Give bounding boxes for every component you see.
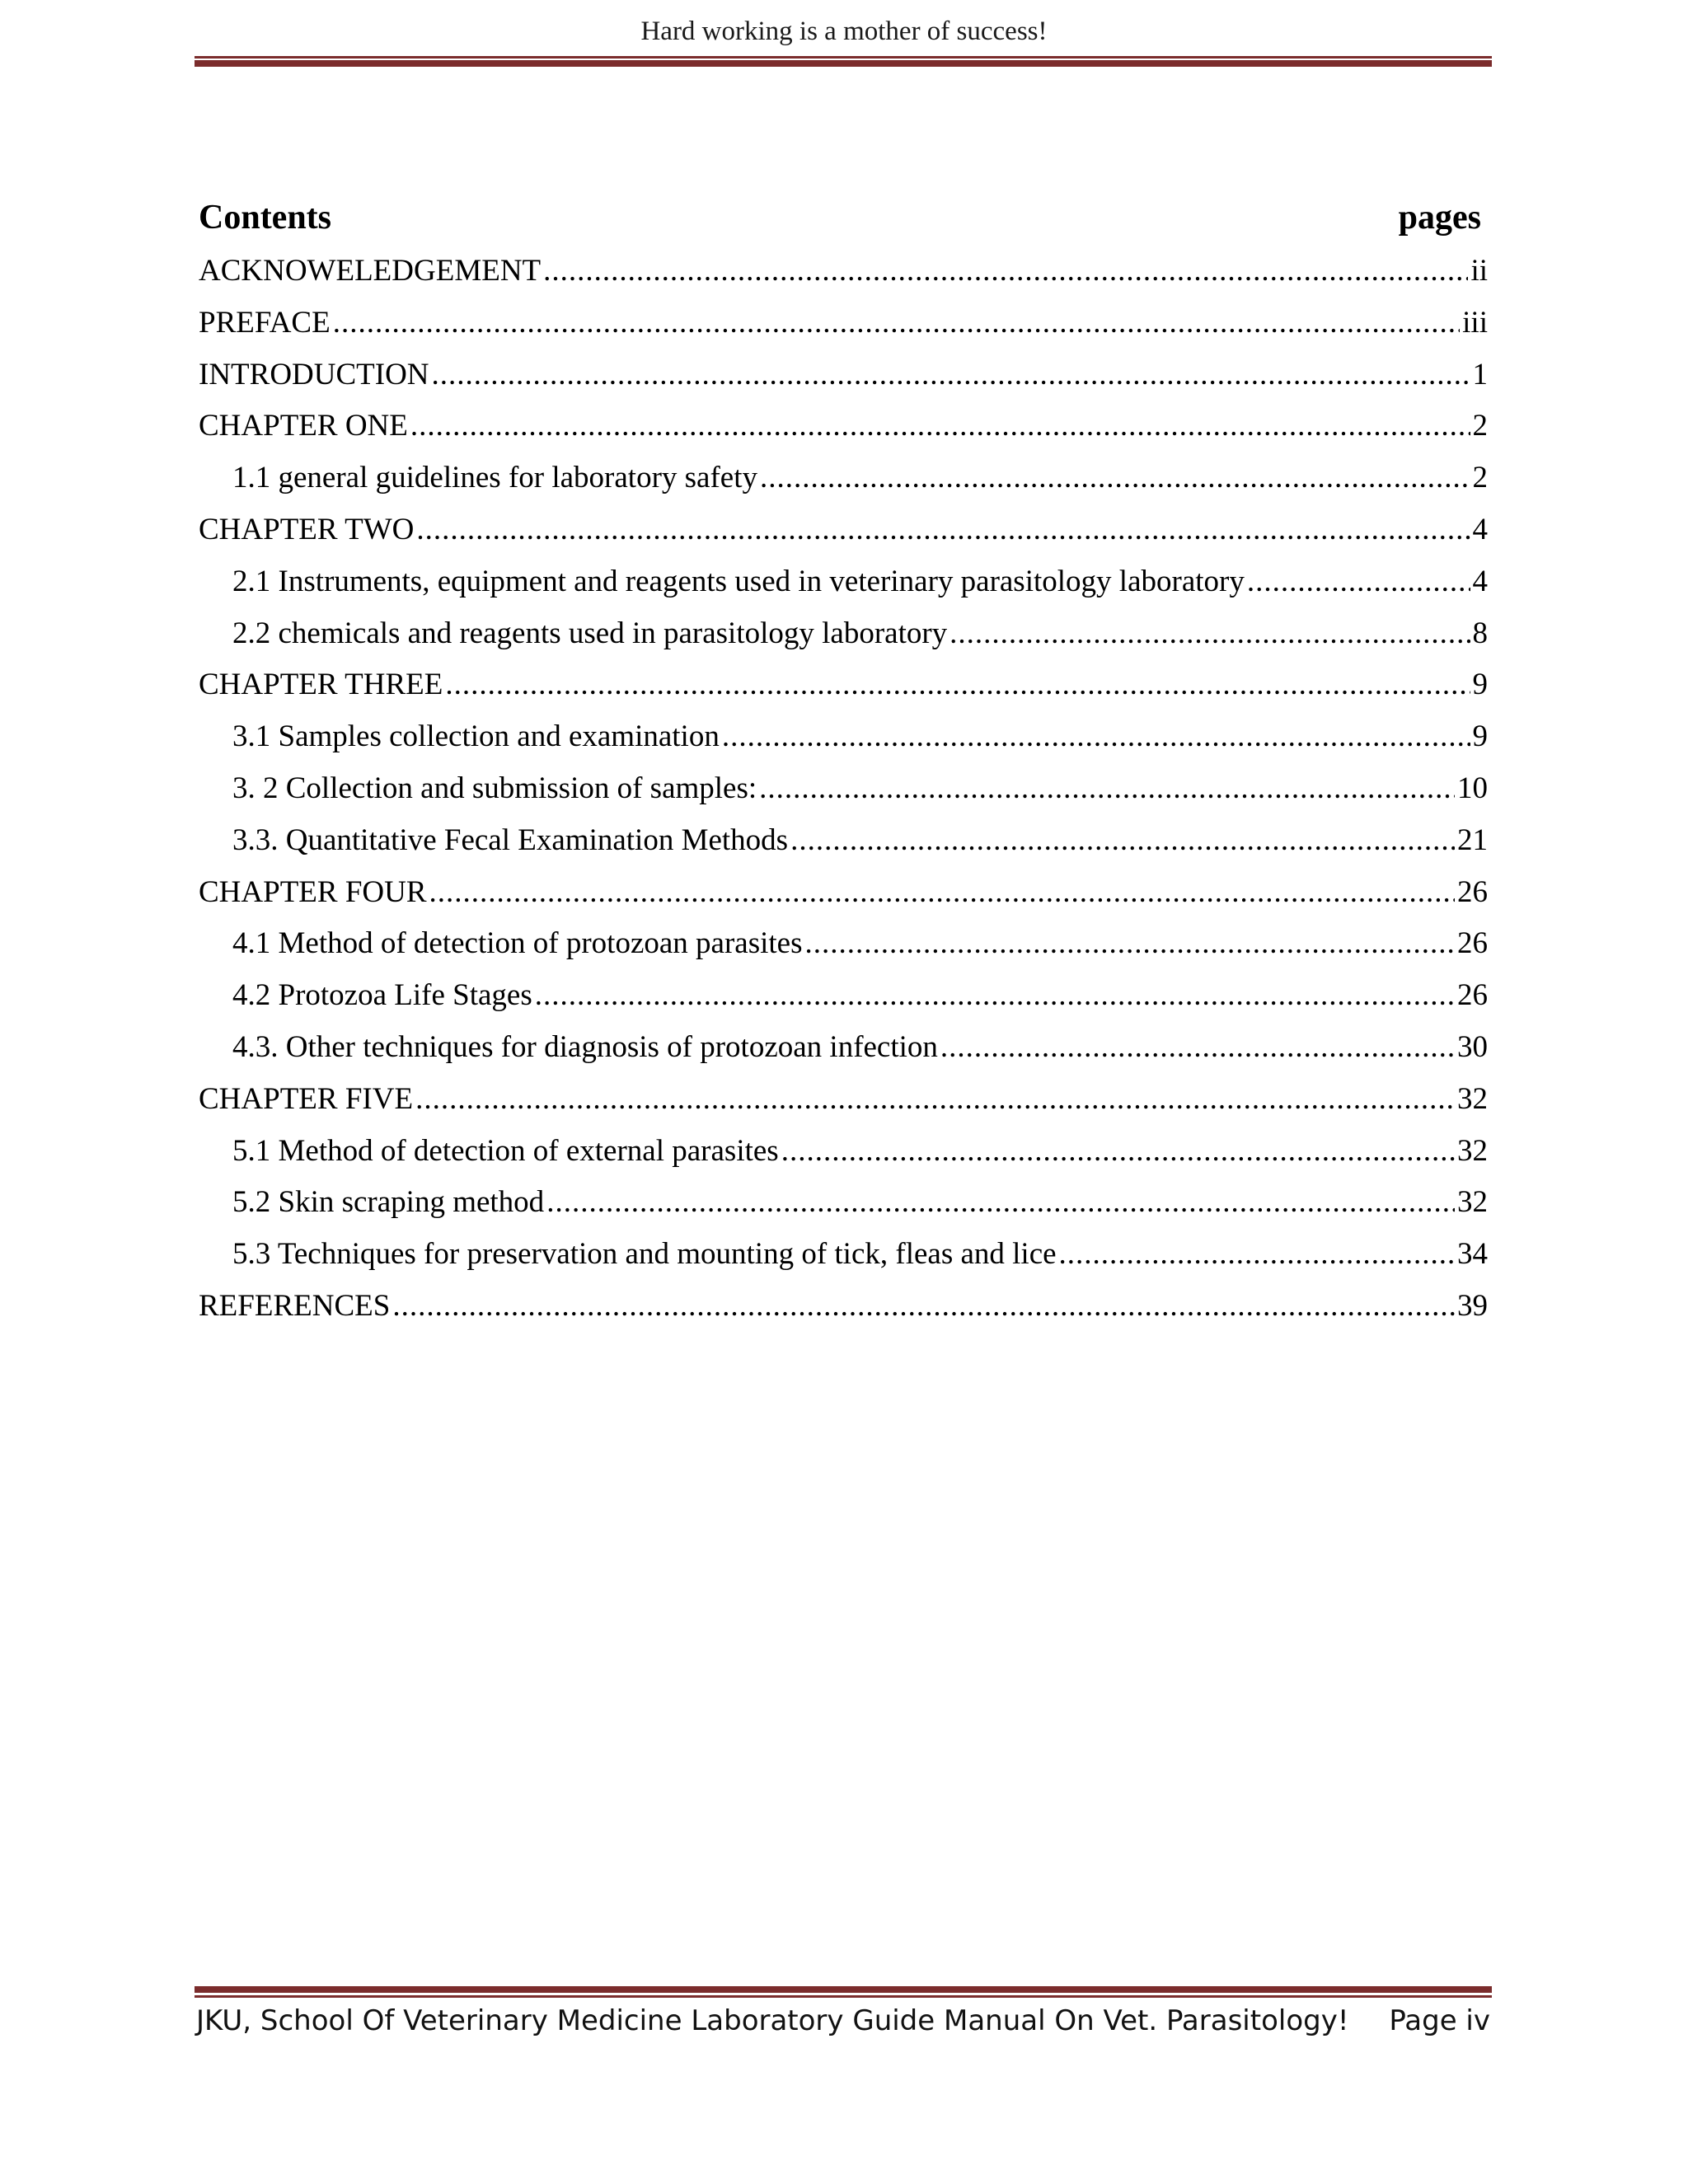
- toc-entry[interactable]: [199, 1126, 1488, 1178]
- toc-entry-label: CHAPTER FIVE: [199, 1081, 414, 1116]
- toc-dot-leader: [410, 401, 1470, 452]
- toc-dot-leader: [546, 1177, 1455, 1229]
- toc-entry[interactable]: [199, 815, 1488, 867]
- toc-entry-page: 30: [1457, 1029, 1488, 1064]
- toc-dot-leader: [759, 763, 1455, 815]
- toc-entry-page: 4: [1472, 512, 1488, 546]
- toc-entry-label: CHAPTER THREE: [199, 668, 443, 702]
- footer-rule-thick: [195, 1986, 1492, 1993]
- toc-entry[interactable]: [199, 711, 1488, 763]
- toc-entry-label: 4.3. Other techniques for diagnosis of protozoan infection: [232, 1029, 938, 1064]
- toc-entry-page: 26: [1457, 874, 1488, 909]
- toc-entry-page: ii: [1470, 254, 1488, 288]
- toc-entry-label: 3.1 Samples collection and examination: [232, 719, 720, 754]
- toc-entry-page: 32: [1457, 1185, 1488, 1220]
- toc-dot-leader: [940, 1022, 1455, 1074]
- toc-dot-leader: [805, 918, 1456, 970]
- toc-dot-leader: [543, 246, 1468, 298]
- toc-entry[interactable]: [199, 504, 1488, 556]
- toc-entry[interactable]: [199, 608, 1488, 660]
- toc-entry[interactable]: [199, 867, 1488, 919]
- toc-entry[interactable]: [199, 246, 1488, 298]
- toc-dot-leader: [950, 608, 1470, 660]
- toc-dot-leader: [790, 815, 1455, 867]
- toc-entry[interactable]: [199, 918, 1488, 970]
- header-motto: Hard working is a mother of success!: [640, 16, 1048, 46]
- toc-entry[interactable]: [199, 452, 1488, 504]
- toc-entry-page: iii: [1462, 305, 1488, 340]
- toc-dot-leader: [432, 349, 1470, 401]
- toc-entry[interactable]: [199, 349, 1488, 401]
- toc-entry-page: 9: [1472, 668, 1488, 702]
- toc-entry-label: 3.3. Quantitative Fecal Examination Methods: [232, 823, 789, 857]
- toc-entry[interactable]: [199, 1177, 1488, 1229]
- toc-entry[interactable]: [199, 401, 1488, 452]
- footer-page-number: Page iv: [1389, 2004, 1490, 2037]
- toc-entry[interactable]: [199, 659, 1488, 711]
- toc-entry-page: 1: [1472, 357, 1488, 391]
- toc-entry-label: 5.3 Techniques for preservation and mounting of tick, fleas and lice: [232, 1237, 1057, 1272]
- toc-entry-label: 5.1 Method of detection of external parasites: [232, 1133, 779, 1168]
- toc-dot-leader: [416, 504, 1470, 556]
- toc-entry-page: 9: [1472, 719, 1488, 754]
- toc-dot-leader: [1059, 1229, 1455, 1281]
- toc-entry-page: 26: [1457, 926, 1488, 961]
- toc-entry-label: 1.1 general guidelines for laboratory safety: [232, 461, 757, 495]
- toc-entry-label: 2.1 Instruments, equipment and reagents used in veterinary parasitology laboratory: [232, 564, 1245, 598]
- table-of-contents: [199, 246, 1488, 1333]
- toc-entry-label: 3. 2 Collection and submission of samples:: [232, 771, 757, 805]
- toc-dot-leader: [415, 1074, 1455, 1126]
- toc-entry[interactable]: [199, 298, 1488, 349]
- toc-dot-leader: [445, 659, 1470, 711]
- toc-entry[interactable]: [199, 970, 1488, 1022]
- toc-entry-label: 2.2 chemicals and reagents used in parasitology laboratory: [232, 616, 948, 650]
- toc-dot-leader: [535, 970, 1455, 1022]
- toc-entry-page: 10: [1457, 771, 1488, 805]
- toc-dot-leader: [392, 1281, 1455, 1333]
- toc-entry[interactable]: [199, 1281, 1488, 1333]
- toc-entry-page: 2: [1472, 409, 1488, 443]
- toc-entry-label: CHAPTER ONE: [199, 409, 408, 443]
- toc-dot-leader: [429, 867, 1455, 919]
- toc-entry-label: CHAPTER FOUR: [199, 874, 427, 909]
- toc-entry-label: REFERENCES: [199, 1288, 391, 1323]
- toc-entry-page: 32: [1457, 1081, 1488, 1116]
- toc-entry-label: 5.2 Skin scraping method: [232, 1185, 545, 1220]
- header-rule-thin: [195, 56, 1492, 59]
- toc-dot-leader: [760, 452, 1470, 504]
- toc-entry[interactable]: [199, 1022, 1488, 1074]
- toc-entry[interactable]: [199, 556, 1488, 608]
- toc-entry[interactable]: [199, 763, 1488, 815]
- toc-dot-leader: [722, 711, 1470, 763]
- toc-entry[interactable]: [199, 1229, 1488, 1281]
- toc-entry-page: 2: [1472, 461, 1488, 495]
- toc-dot-leader: [781, 1126, 1455, 1178]
- toc-entry-page: 32: [1457, 1133, 1488, 1168]
- toc-heading-row: [199, 198, 1488, 237]
- header-rule-thick: [195, 60, 1492, 67]
- footer: [196, 2004, 1490, 2037]
- toc-entry-label: 4.2 Protozoa Life Stages: [232, 978, 532, 1013]
- toc-entry-page: 39: [1457, 1288, 1488, 1323]
- toc-entry-label: PREFACE: [199, 305, 331, 340]
- toc-entry-label: INTRODUCTION: [199, 357, 429, 391]
- toc-entry[interactable]: [199, 1074, 1488, 1126]
- toc-entry-label: 4.1 Method of detection of protozoan parasites: [232, 926, 803, 961]
- toc-title: Contents: [199, 199, 332, 237]
- toc-entry-page: 8: [1472, 616, 1488, 650]
- toc-entry-page: 34: [1457, 1237, 1488, 1272]
- toc-pages-label: pages: [1398, 199, 1481, 237]
- toc-entry-page: 26: [1457, 978, 1488, 1013]
- footer-title: JKU, School Of Veterinary Medicine Laboratory Guide Manual On Vet. Parasitology!: [196, 2004, 1349, 2037]
- toc-entry-label: ACKNOWELEDGEMENT: [199, 254, 542, 288]
- toc-entry-label: CHAPTER TWO: [199, 512, 415, 546]
- toc-entry-page: 21: [1457, 823, 1488, 857]
- footer-rule-thin: [195, 1995, 1492, 1998]
- toc-dot-leader: [333, 298, 1460, 349]
- toc-entry-page: 4: [1472, 564, 1488, 598]
- toc-dot-leader: [1247, 556, 1470, 608]
